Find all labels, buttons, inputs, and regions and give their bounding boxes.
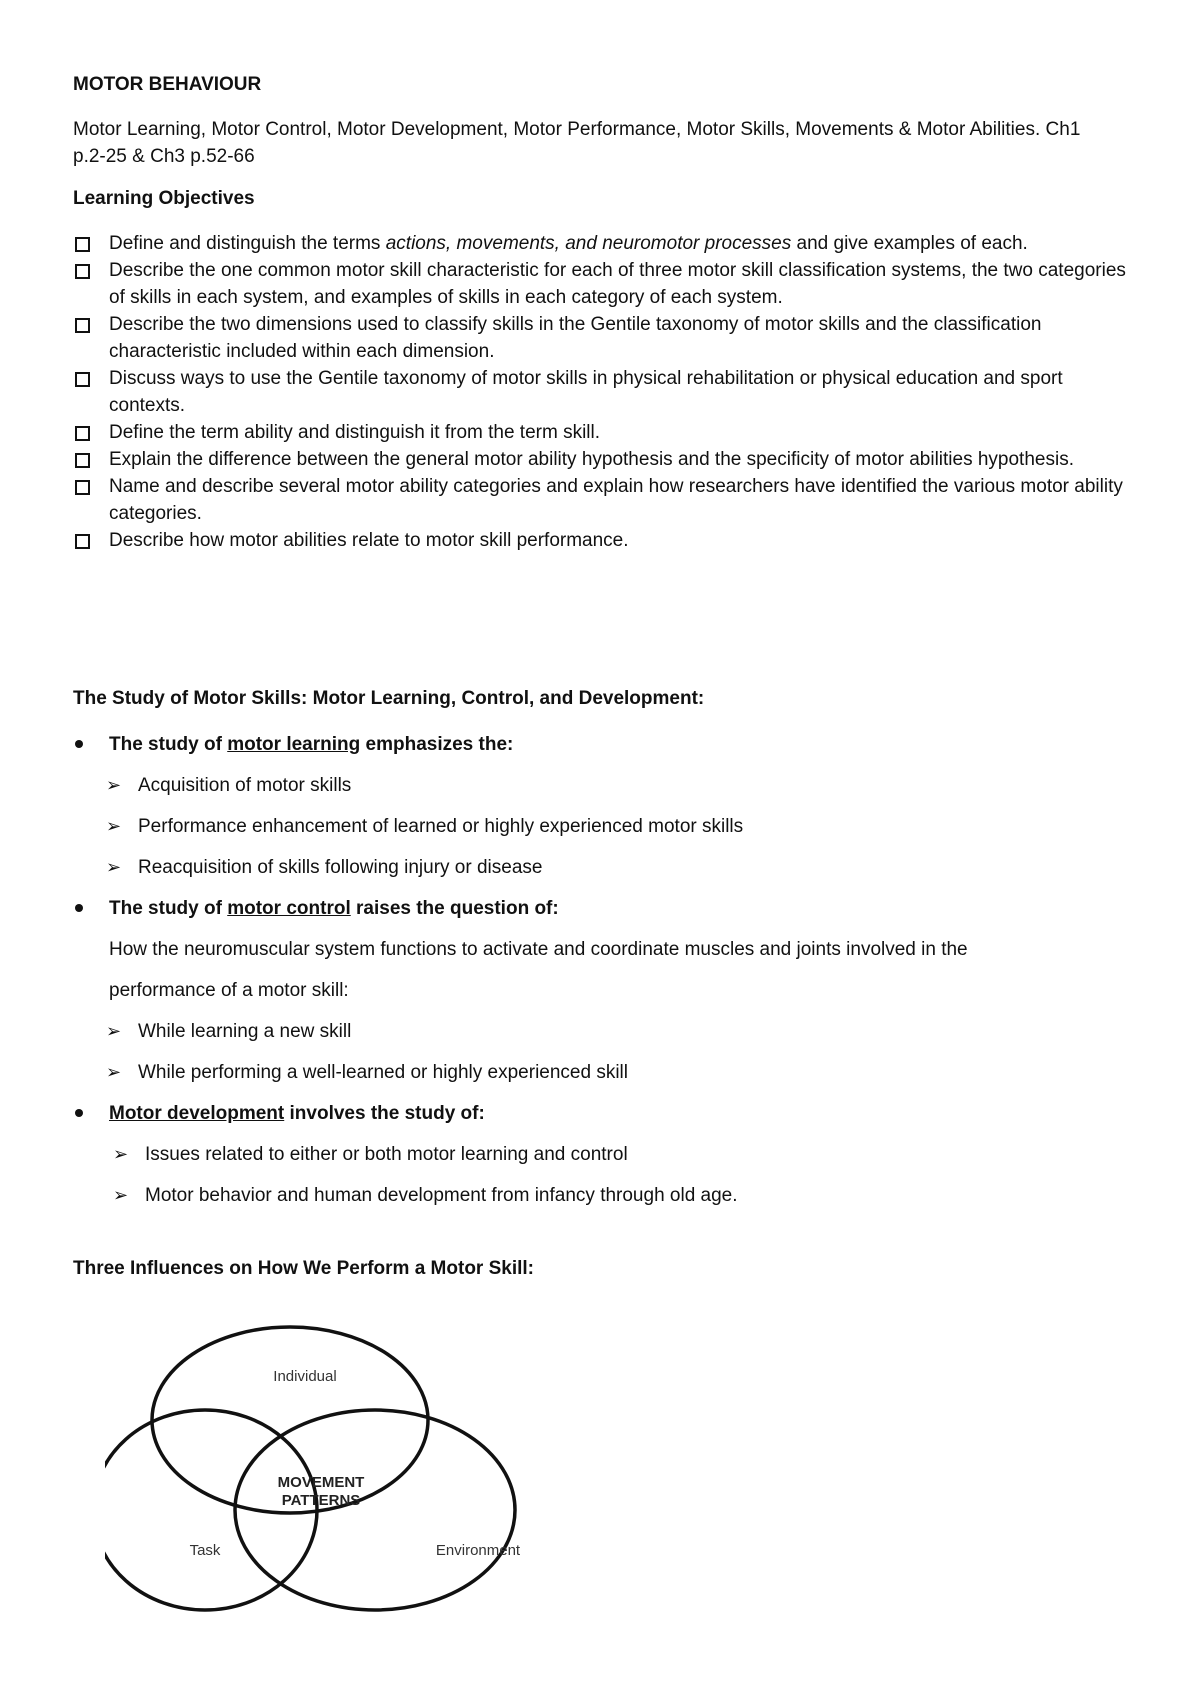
- task-label: Task: [189, 1542, 221, 1559]
- motor-control-paragraph: How the neuromuscular system functions to activate and coordinate muscles and joints involved in the performance of a motor skill:: [109, 939, 968, 1001]
- motor-control-bullet: The study of motor control raises the question of:: [73, 888, 1143, 929]
- individual-label: Individual: [273, 1368, 337, 1385]
- checkbox-icon: [75, 534, 90, 549]
- checkbox-icon: [75, 372, 90, 387]
- checkbox-icon: [75, 426, 90, 441]
- objective-item: Describe the one common motor skill characteristic for each of three motor skill classification systems, the two categories of skills in each system, and examples of skills in each category of each system.: [73, 257, 1143, 311]
- list-item: ➢ Acquisition of motor skills: [73, 765, 1143, 806]
- arrow-bullet-icon: ➢: [106, 775, 122, 795]
- page-subtitle: Motor Learning, Motor Control, Motor Development, Motor Performance, Motor Skills, Movements & Motor Abilities. Ch1 p.2-25 & Ch3 p.52-66: [73, 119, 1081, 167]
- page-title: MOTOR BEHAVIOUR: [73, 74, 262, 95]
- objective-item: Define and distinguish the terms actions, movements, and neuromotor processes and give examples of each.: [73, 230, 1143, 257]
- list-item: ➢ Performance enhancement of learned or highly experienced motor skills: [73, 806, 1143, 847]
- influences-heading: Three Influences on How We Perform a Motor Skill:: [73, 1258, 535, 1279]
- list-item: ➢ While performing a well-learned or highly experienced skill: [73, 1052, 1143, 1093]
- center-label-line1: MOVEMENT: [277, 1474, 365, 1491]
- list-item: ➢ Motor behavior and human development from infancy through old age.: [73, 1175, 1143, 1216]
- arrow-bullet-icon: ➢: [106, 816, 122, 836]
- objective-item: Describe the two dimensions used to classify skills in the Gentile taxonomy of motor skills and the classification characteristic included within each dimension.: [73, 311, 1143, 365]
- bullet-icon: [75, 904, 83, 912]
- objective-item: Discuss ways to use the Gentile taxonomy of motor skills in physical rehabilitation or physical education and sport contexts.: [73, 365, 1143, 419]
- venn-diagram: [105, 1325, 575, 1615]
- list-item: ➢ While learning a new skill: [73, 1011, 1143, 1052]
- center-label-line2: PATTERNS: [281, 1492, 361, 1509]
- list-item: ➢ Issues related to either or both motor learning and control: [73, 1134, 1143, 1175]
- learning-objectives-list: [73, 230, 1143, 554]
- checkbox-icon: [75, 453, 90, 468]
- motor-development-term: Motor development: [109, 1103, 285, 1124]
- checkbox-icon: [75, 318, 90, 333]
- study-heading: The Study of Motor Skills: Motor Learning, Control, and Development:: [73, 688, 705, 709]
- task-circle: [105, 1410, 317, 1610]
- bullet-icon: [75, 740, 83, 748]
- motor-development-bullet: Motor development involves the study of:: [73, 1093, 1143, 1134]
- checkbox-icon: [75, 480, 90, 495]
- environment-label: Environment: [435, 1542, 521, 1559]
- checkbox-icon: [75, 237, 90, 252]
- arrow-bullet-icon: ➢: [113, 1144, 129, 1164]
- bullet-icon: [75, 1109, 83, 1117]
- environment-circle: [235, 1410, 515, 1610]
- learning-objectives-heading: Learning Objectives: [73, 188, 255, 209]
- checkbox-icon: [75, 264, 90, 279]
- arrow-bullet-icon: ➢: [106, 1062, 122, 1082]
- arrow-bullet-icon: ➢: [113, 1185, 129, 1205]
- motor-learning-term: motor learning: [227, 734, 361, 755]
- objective-item: Explain the difference between the general motor ability hypothesis and the specificity of motor abilities hypothesis.: [73, 446, 1143, 473]
- list-item: ➢ Reacquisition of skills following injury or disease: [73, 847, 1143, 888]
- arrow-bullet-icon: ➢: [106, 1021, 122, 1041]
- arrow-bullet-icon: ➢: [106, 857, 122, 877]
- motor-learning-bullet: The study of motor learning emphasizes the:: [73, 724, 1143, 765]
- motor-control-term: motor control: [227, 898, 351, 919]
- objective-item: Describe how motor abilities relate to motor skill performance.: [73, 527, 1143, 554]
- objective-item: Name and describe several motor ability categories and explain how researchers have identified the various motor ability categories.: [73, 473, 1143, 527]
- study-bullets: [73, 724, 1143, 1216]
- objective-item: Define the term ability and distinguish it from the term skill.: [73, 419, 1143, 446]
